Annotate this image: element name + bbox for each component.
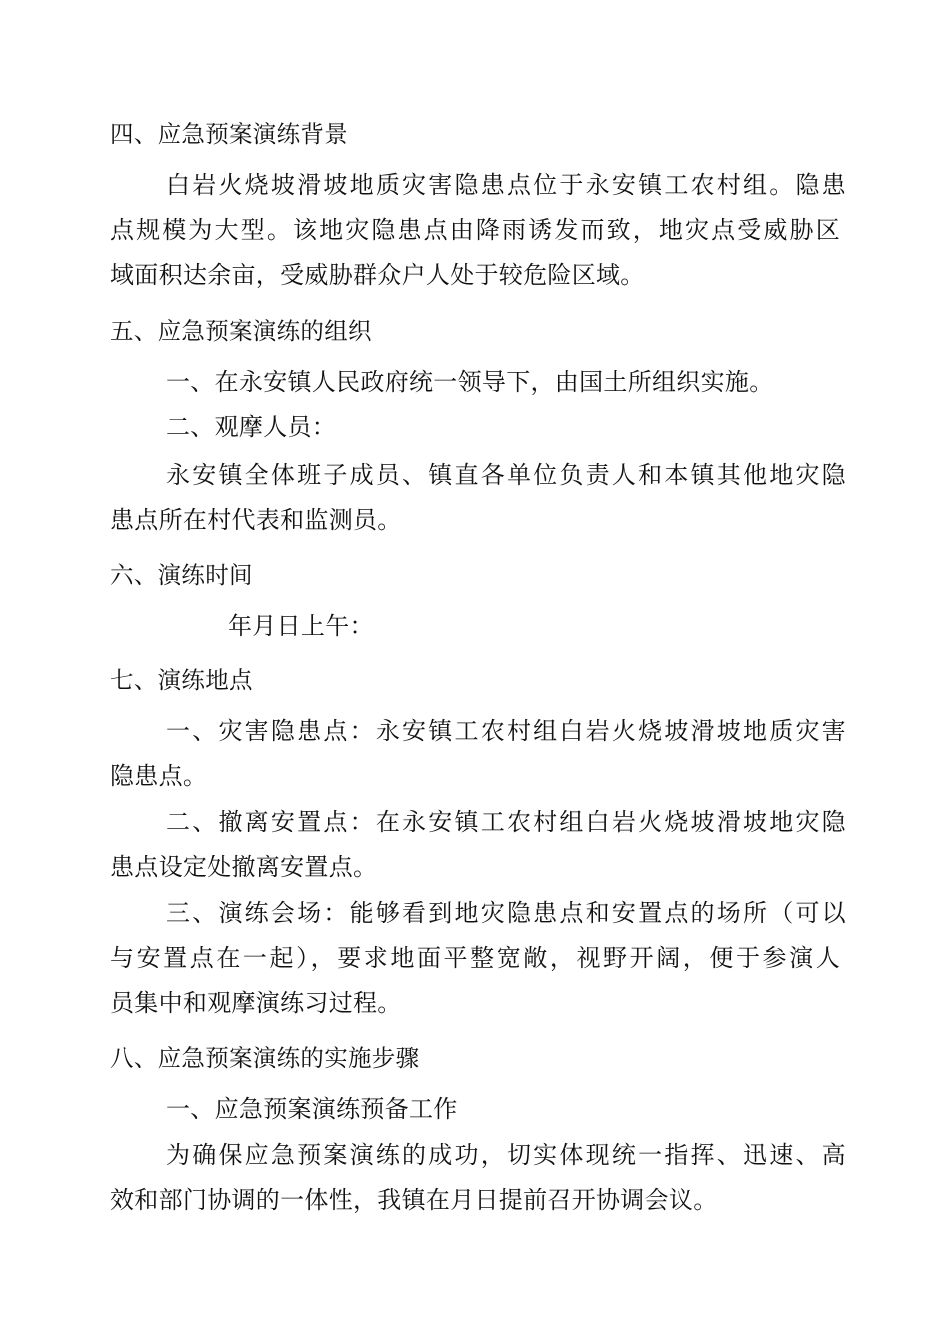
paragraph-line: 二、观摩人员： (166, 413, 337, 441)
paragraph-line: 一、在永安镇人民政府统一领导下，由国土所组织实施。 (166, 368, 774, 396)
paragraph-line: 效和部门协调的一体性，我镇在月日提前召开协调会议。 (110, 1186, 718, 1214)
paragraph-line: 一、应急预案演练预备工作 (166, 1095, 458, 1123)
section-heading-organization: 五、应急预案演练的组织 (110, 317, 372, 345)
paragraph-line: 隐患点。 (110, 762, 208, 790)
paragraph-line: 患点设定处撤离安置点。 (110, 853, 378, 881)
paragraph-line: 永安镇全体班子成员、镇直各单位负责人和本镇其他地灾隐 (166, 461, 846, 489)
paragraph-line: 为确保应急预案演练的成功，切实体现统一指挥、迅速、高 (166, 1141, 846, 1169)
section-heading-steps: 八、应急预案演练的实施步骤 (110, 1044, 420, 1072)
paragraph-line: 域面积达余亩，受威胁群众户人处于较危险区域。 (110, 261, 645, 289)
paragraph-line: 一、灾害隐患点：永安镇工农村组白岩火烧坡滑坡地质灾害 (166, 717, 846, 745)
section-heading-location: 七、演练地点 (110, 666, 253, 694)
paragraph-line: 二、撤离安置点：在永安镇工农村组白岩火烧坡滑坡地灾隐 (166, 808, 846, 836)
paragraph-line: 患点所在村代表和监测员。 (110, 506, 402, 534)
paragraph-line: 员集中和观摩演练习过程。 (110, 989, 402, 1017)
paragraph-line: 年月日上午： (228, 612, 374, 640)
paragraph-line: 点规模为大型。该地灾隐患点由降雨诱发而致，地灾点受威胁区 (110, 216, 840, 244)
section-heading-background: 四、应急预案演练背景 (110, 120, 348, 148)
paragraph-line: 三、演练会场：能够看到地灾隐患点和安置点的场所（可以 (166, 899, 846, 927)
paragraph-line: 白岩火烧坡滑坡地质灾害隐患点位于永安镇工农村组。隐患 (166, 171, 846, 199)
section-heading-time: 六、演练时间 (110, 561, 253, 589)
paragraph-line: 与安置点在一起），要求地面平整宽敞，视野开阔，便于参演人 (110, 944, 840, 972)
